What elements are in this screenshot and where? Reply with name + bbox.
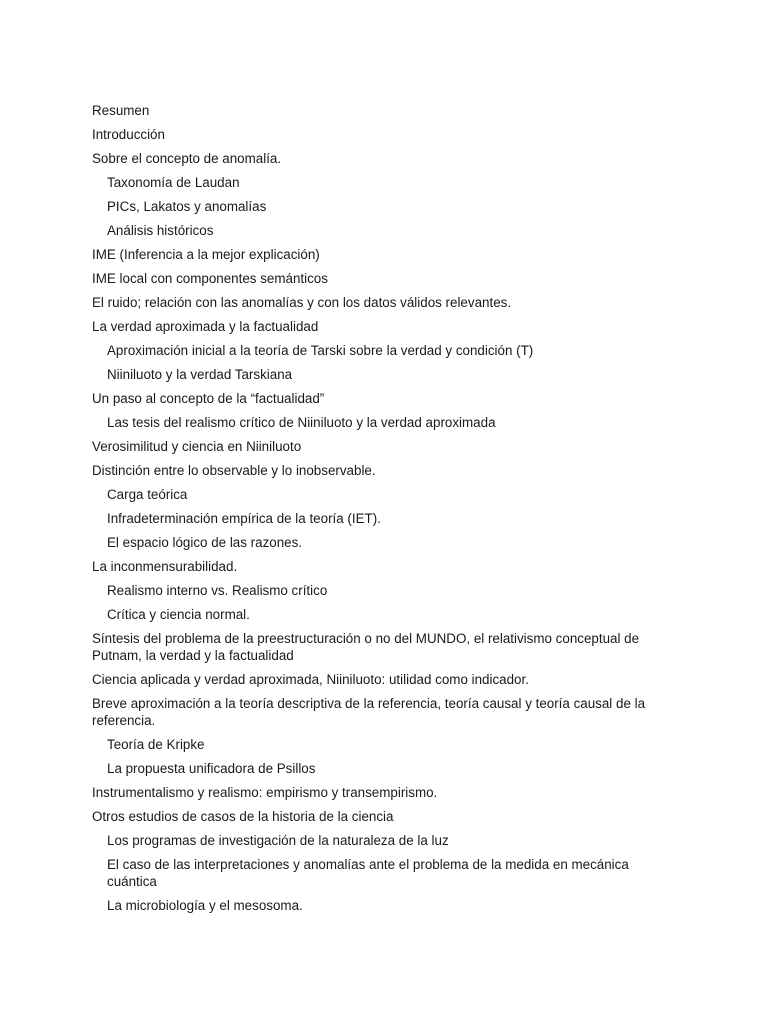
toc-subsection-entry: Teoría de Kripke [107,737,205,752]
toc-section-entry: Introducción [92,127,165,142]
toc-section-entry: El ruido; relación con las anomalías y con los datos válidos relevantes. [92,295,512,310]
toc-subsection-entry: Infradeterminación empírica de la teoría (IET). [107,511,381,526]
toc-subsection-entry: Aproximación inicial a la teoría de Tarski sobre la verdad y condición (T) [107,343,534,358]
toc-subsection-entry: Niiniluoto y la verdad Tarskiana [107,367,293,382]
toc-subsection-entry: Carga teórica [107,487,188,502]
toc-subsection-entry: El caso de las interpretaciones y anomalías ante el problema de la medida en mecánica cuántica [107,857,629,889]
toc-subsection-entry: PICs, Lakatos y anomalías [107,199,267,214]
toc-section-entry: IME local con componentes semánticos [92,271,328,286]
toc-section-entry: Síntesis del problema de la preestructuración o no del MUNDO, el relativismo conceptual de Putnam, la verdad y la factualidad [92,631,640,663]
toc-section-entry: Resumen [92,103,150,118]
toc-subsection-entry: El espacio lógico de las razones. [107,535,303,550]
toc-subsection-entry: Los programas de investigación de la naturaleza de la luz [107,833,449,848]
toc-section-entry: Verosimilitud y ciencia en Niiniluoto [92,439,302,454]
toc-subsection-entry: Realismo interno vs. Realismo crítico [107,583,328,598]
toc-section-entry: Breve aproximación a la teoría descriptiva de la referencia, teoría causal y teoría causal de la referencia. [92,696,646,728]
toc-section-entry: Ciencia aplicada y verdad aproximada, Niiniluoto: utilidad como indicador. [92,672,529,687]
toc-section-entry: IME (Inferencia a la mejor explicación) [92,247,320,262]
toc-section-entry: Otros estudios de casos de la historia de la ciencia [92,809,394,824]
toc-subsection-entry: La propuesta unificadora de Psillos [107,761,316,776]
toc-section-entry: Distinción entre lo observable y lo inobservable. [92,463,376,478]
toc-subsection-entry: Las tesis del realismo crítico de Niiniluoto y la verdad aproximada [107,415,496,430]
toc-subsection-entry: La microbiología y el mesosoma. [107,898,303,913]
toc-section-entry: La inconmensurabilidad. [92,559,238,574]
toc-section-entry: Instrumentalismo y realismo: empirismo y transempirismo. [92,785,438,800]
toc-subsection-entry: Crítica y ciencia normal. [107,607,250,622]
table-of-contents [92,102,682,921]
toc-section-entry: La verdad aproximada y la factualidad [92,319,319,334]
toc-subsection-entry: Taxonomía de Laudan [107,175,240,190]
toc-section-entry: Sobre el concepto de anomalía. [92,151,282,166]
toc-subsection-entry: Análisis históricos [107,223,214,238]
toc-section-entry: Un paso al concepto de la “factualidad” [92,391,325,406]
